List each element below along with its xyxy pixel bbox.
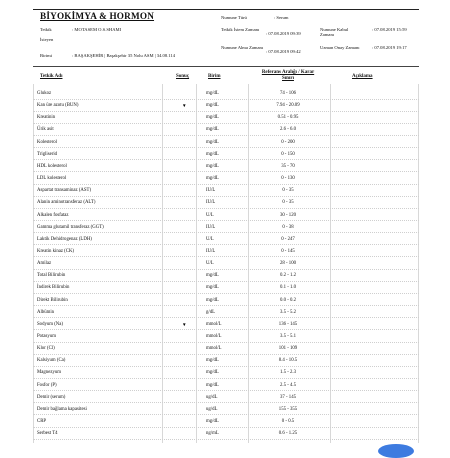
table-cell-test-name: Ürik asit bbox=[37, 127, 54, 133]
table-cell-reference: 101 - 109 bbox=[278, 346, 298, 352]
request-time-value: : 07.08.2019 09:39 bbox=[266, 31, 301, 36]
table-row-divider bbox=[33, 171, 419, 172]
collection-time-label: Numune Alma Zamanı bbox=[221, 45, 264, 50]
table-cell-reference: 0.2 - 1.2 bbox=[280, 273, 296, 279]
table-cell-unit: mg/dL bbox=[206, 103, 219, 109]
table-cell-reference: 30 - 120 bbox=[280, 212, 296, 218]
table-cell-unit: mg/dL bbox=[206, 285, 219, 291]
table-cell-unit: IU/L bbox=[206, 188, 216, 194]
table-row-divider bbox=[33, 317, 419, 318]
table-cell-reference: 0 - 38 bbox=[282, 224, 294, 230]
table-cell-reference: 28 - 100 bbox=[280, 261, 296, 267]
sample-type-label: Numune Türü bbox=[221, 15, 247, 20]
patient-label: Tetkik bbox=[40, 27, 52, 32]
table-cell-test-name: Fosfor (P) bbox=[37, 382, 57, 388]
table-cell-reference: 155 - 355 bbox=[278, 406, 298, 412]
table-cell-test-name: Laktik Dehidrogenaz (LDH) bbox=[37, 236, 92, 242]
table-cell-test-name: LDL kolesterol bbox=[37, 176, 67, 182]
table-cell-reference: 0 - 145 bbox=[281, 248, 295, 254]
table-cell-reference: 136 - 145 bbox=[278, 321, 298, 327]
request-time-label: Tetkik İstem Zamanı bbox=[221, 27, 260, 32]
accept-time-label: Numune Kabul Zamanı bbox=[320, 27, 349, 38]
table-cell-unit: mg/dL bbox=[206, 151, 219, 157]
table-cell-test-name: Aspartat transaminaz (AST) bbox=[37, 188, 92, 194]
table-row-divider bbox=[33, 159, 419, 160]
table-cell-reference: 0.1 - 1.0 bbox=[280, 285, 296, 291]
table-cell-reference: 0 - 150 bbox=[281, 151, 295, 157]
table-cell-unit: U/L bbox=[206, 236, 214, 242]
table-cell-unit: mg/dL bbox=[206, 382, 219, 388]
table-cell-reference: 7.94 - 20.09 bbox=[276, 103, 300, 109]
table-cell-test-name: Kalsiyum (Ca) bbox=[37, 358, 66, 364]
table-row-divider bbox=[33, 269, 419, 270]
table-row-divider bbox=[33, 99, 419, 100]
table-cell-test-name: İndirek Bilirubin bbox=[37, 285, 70, 291]
table-row-divider bbox=[33, 366, 419, 367]
requester-label: İsteyen bbox=[40, 37, 54, 42]
table-cell-unit: mmol/L bbox=[206, 346, 222, 352]
top-rule bbox=[33, 9, 419, 10]
approval-time-label: Uzman Onay Zamanı bbox=[320, 45, 360, 50]
table-cell-reference: 0 - 35 bbox=[282, 188, 294, 194]
floating-action-shape bbox=[378, 444, 414, 458]
table-cell-reference: 35 - 70 bbox=[281, 163, 295, 169]
column-header-reference: Referans Aralığı / Karar Sınırı bbox=[261, 70, 315, 81]
table-cell-unit: mg/dL bbox=[206, 139, 219, 145]
table-cell-unit: mg/dL bbox=[206, 115, 219, 121]
table-row-divider bbox=[33, 305, 419, 306]
table-cell-unit: mg/dL bbox=[206, 91, 219, 96]
unit-value: : BAŞAKŞEHİR | Başakşehir 35 Nolu ASM | 34.08.114 bbox=[72, 53, 175, 58]
table-cell-test-name: Alanin aminotransferaz (ALT) bbox=[37, 200, 96, 206]
table-row-divider bbox=[33, 293, 419, 294]
table-cell-reference: 37 - 145 bbox=[280, 394, 296, 400]
table-cell-test-name: Serbest T4 bbox=[37, 431, 58, 437]
table-cell-test-name: Kreatin kinaz (CK) bbox=[37, 248, 75, 254]
table-cell-unit: mmol/L bbox=[206, 334, 222, 339]
table-cell-test-name: CRP bbox=[37, 419, 47, 425]
patient-value: : MOTASEM O.S.SHAMI bbox=[72, 27, 122, 32]
table-row-divider bbox=[33, 208, 419, 209]
table-row-divider bbox=[33, 402, 419, 403]
table-cell-reference: 0 - 130 bbox=[281, 176, 295, 182]
header-rule bbox=[33, 66, 419, 67]
table-cell-unit: IU/L bbox=[206, 200, 216, 206]
table-row-divider bbox=[33, 196, 419, 197]
table-cell-test-name: Direkt Bilirubin bbox=[37, 297, 68, 303]
table-cell-test-name: Magnezyum bbox=[37, 370, 61, 376]
table-cell-unit: mg/dL bbox=[206, 163, 219, 169]
column-header-result: Sonuç bbox=[176, 74, 190, 79]
table-cell-test-name: Alkalen fosfataz bbox=[37, 212, 69, 218]
table-cell-reference: 8.4 - 10.5 bbox=[278, 358, 298, 364]
table-cell-reference: 74 - 106 bbox=[280, 91, 296, 96]
table-cell-unit: mg/dL bbox=[206, 297, 219, 303]
column-header-test: Tetkik Adı bbox=[40, 74, 63, 79]
table-row-divider bbox=[33, 184, 419, 185]
table-cell-unit: ng/mL bbox=[206, 431, 219, 437]
table-cell-reference: 3.5 - 5.2 bbox=[280, 309, 296, 315]
column-header-unit: Birim bbox=[208, 74, 221, 79]
table-row-divider bbox=[33, 244, 419, 245]
table-cell-unit: mg/dL bbox=[206, 370, 219, 376]
report-title: BİYOKİMYA & HORMON bbox=[40, 11, 155, 21]
table-cell-test-name: Potasyum bbox=[37, 334, 56, 339]
table-row-divider bbox=[33, 220, 419, 221]
table-row-divider bbox=[33, 342, 419, 343]
table-row-divider bbox=[33, 147, 419, 148]
table-cell-unit: mg/dL bbox=[206, 127, 219, 133]
table-row-divider bbox=[33, 123, 419, 124]
table-cell-reference: 0 - 0.5 bbox=[281, 419, 295, 425]
table-cell-unit: g/dL bbox=[206, 309, 216, 315]
table-row-divider bbox=[33, 135, 419, 136]
unit-label: Birimi bbox=[40, 53, 52, 58]
table-cell-unit: mg/dL bbox=[206, 358, 219, 364]
table-cell-unit: IU/L bbox=[206, 248, 216, 254]
table-cell-unit: mg/dL bbox=[206, 273, 219, 279]
table-cell-test-name: Trigliserid bbox=[37, 151, 58, 157]
table-cell-reference: 2.5 - 4.5 bbox=[280, 382, 296, 388]
approval-time-value: : 07.08.2019 19:17 bbox=[372, 45, 407, 50]
table-cell-unit: mg/dL bbox=[206, 176, 219, 182]
table-cell-reference: 0 - 247 bbox=[281, 236, 295, 242]
low-flag-icon: ▼ bbox=[182, 103, 187, 109]
table-row-divider bbox=[33, 256, 419, 257]
table-row-divider bbox=[33, 329, 419, 330]
table-row-divider bbox=[33, 390, 419, 391]
table-cell-test-name: Demir bağlama kapasitesi bbox=[37, 406, 87, 412]
collection-time-value: : 07.08.2019 09:42 bbox=[266, 49, 301, 54]
table-cell-test-name: Albümin bbox=[37, 309, 55, 315]
table-cell-reference: 2.6 - 6.0 bbox=[280, 127, 296, 133]
sample-type-value: : Serum bbox=[274, 15, 289, 20]
table-cell-unit: mg/dL bbox=[206, 419, 219, 425]
table-cell-test-name: Kreatinin bbox=[37, 115, 56, 121]
table-cell-reference: 0 - 200 bbox=[281, 139, 295, 145]
table-cell-test-name: Kan üre azotu (BUN) bbox=[37, 103, 79, 109]
table-row-divider bbox=[33, 414, 419, 415]
table-cell-test-name: Amilaz bbox=[37, 261, 52, 267]
table-cell-test-name: Demir (serum) bbox=[37, 394, 66, 400]
accept-time-value: : 07.08.2019 15:59 bbox=[372, 27, 407, 32]
table-cell-reference: 0 - 35 bbox=[282, 200, 294, 206]
table-cell-reference: 0.0 - 0.2 bbox=[280, 297, 296, 303]
table-row-divider bbox=[33, 378, 419, 379]
table-cell-test-name: HDL kolesterol bbox=[37, 163, 67, 169]
table-row-divider bbox=[33, 281, 419, 282]
low-flag-icon: ▼ bbox=[182, 321, 187, 327]
table-cell-unit: ug/dL bbox=[206, 394, 218, 400]
table-row-divider bbox=[33, 427, 419, 428]
table-cell-unit: IU/L bbox=[206, 224, 216, 230]
table-row-divider bbox=[33, 439, 419, 440]
table-cell-test-name: Total Bilirubin bbox=[37, 273, 66, 279]
table-cell-test-name: Sodyum (Na) bbox=[37, 321, 63, 327]
table-cell-unit: ug/dL bbox=[206, 406, 218, 412]
table-cell-test-name: Glukoz bbox=[37, 91, 52, 96]
table-row-divider bbox=[33, 111, 419, 112]
table-cell-test-name: Klor (Cl) bbox=[37, 346, 55, 352]
table-cell-unit: U/L bbox=[206, 261, 214, 267]
table-cell-unit: mmol/L bbox=[206, 321, 222, 327]
table-cell-reference: 3.5 - 5.1 bbox=[280, 334, 296, 339]
table-row-divider bbox=[33, 232, 419, 233]
table-cell-reference: 0.51 - 0.95 bbox=[277, 115, 299, 121]
table-cell-unit: U/L bbox=[206, 212, 214, 218]
table-row-divider bbox=[33, 354, 419, 355]
column-header-note: Açıklama bbox=[352, 74, 373, 79]
table-cell-reference: 0.6 - 1.25 bbox=[278, 431, 298, 437]
table-cell-test-name: Gamma glutamil transferaz (GGT) bbox=[37, 224, 104, 230]
table-cell-reference: 1.5 - 2.3 bbox=[280, 370, 296, 376]
table-cell-test-name: Kolesterol bbox=[37, 139, 57, 145]
